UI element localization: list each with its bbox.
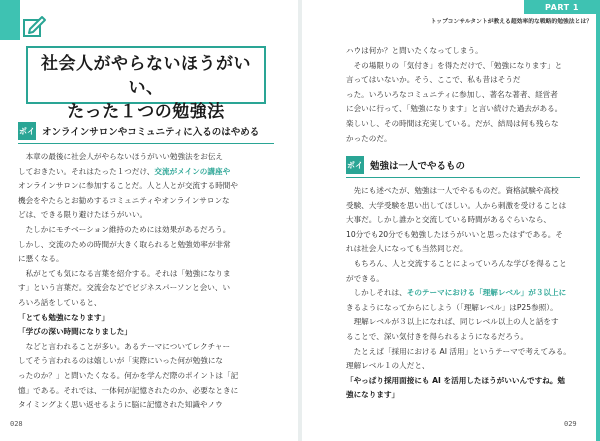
chapter-title-box <box>26 46 266 122</box>
paragraph-line: 10分でも20分でも勉強したほうがいいと思ったはずである。そ <box>346 229 563 239</box>
paragraph-line: 憶」である。それでは、一体何が記憶されたのか、必要なときに <box>18 385 239 395</box>
paragraph-line: かったのだ。 <box>346 133 392 143</box>
paragraph-line: ハウは何か？と問いたくなってしまう。 <box>346 46 483 55</box>
paragraph-line: ったのか？」と問いたくなる。何かを学んだ際のポイントは「記 <box>18 370 239 380</box>
right-body-top <box>346 44 592 146</box>
paragraph-line: す」という言葉だ。交流会などでビジネスパーソンと会い、い <box>18 283 231 293</box>
paragraph-line: しかし、交流のための時間が大きく取られると勉強効率が非常 <box>18 239 231 249</box>
paragraph-line: してそう言われるのは嬉しいが「実際にいった何が勉強にな <box>18 356 224 366</box>
paragraph-line: 理解レベルが３以上になれば、同じレベル以上の人と話をす <box>346 317 559 327</box>
paragraph-line: ろいろ話をしていると、 <box>18 297 102 307</box>
quote-line: 強になります」 <box>346 390 400 400</box>
section-heading-text: 勉強は一人でやるもの <box>370 161 466 172</box>
quote-line: 「やっぱり採用面接にも AI を活用したほうがいいんですね。勉 <box>346 375 566 385</box>
paragraph-line: タイミングよく思い返せるように脳に記憶された知識やノウ <box>18 400 223 410</box>
paragraph-line: れは社会人になっても当然同じだ。 <box>346 244 468 254</box>
pencil-check-icon <box>22 14 48 40</box>
paragraph-line: 楽しいし、その時間は充実している。だが、結局は何も残らな <box>346 118 559 128</box>
quote-line: 「学びの深い時間になりました」 <box>18 327 132 337</box>
paragraph-line: 私がとても気になる言葉を紹介する。それは「勉強になりま <box>18 268 231 278</box>
paragraph-line: たとえば「採用における AI 活用」というテーマで考えてみる。 <box>346 346 571 356</box>
section-heading-left <box>18 122 259 140</box>
paragraph-line: に悪くなる。 <box>18 254 64 264</box>
chapter-title-line-2: たった１つの勉強法 <box>67 102 225 122</box>
paragraph-line: 本章の最後に社会人がやらないほうがいい勉強法をお伝え <box>18 152 224 161</box>
right-page <box>302 0 600 441</box>
highlight-text: そのテーマにおける「理解レベル」が３以上に <box>406 288 567 298</box>
section-rule <box>346 177 580 178</box>
part-tab: PART 1 <box>524 0 600 14</box>
page-number-left: 028 <box>10 420 23 428</box>
paragraph-line: もちろん、人と交流することによっていろんな学びを得ること <box>346 258 567 268</box>
corner-accent <box>0 0 20 40</box>
right-body-bottom <box>346 184 592 403</box>
paragraph-line: ができる。 <box>346 273 384 283</box>
paragraph-line: った。いろいろなコミュニティに参加し、著名な著者、経営者 <box>346 89 558 99</box>
paragraph-line: その場限りの「気付き」を得ただけで、「勉強になります」と <box>346 60 563 70</box>
paragraph-line: きるようになってからにしよう（「理解レベル」はP25参照）。 <box>346 302 558 312</box>
paragraph-line: 言ってはいないか。そう、ここで、私も昔はそうだ <box>346 75 521 85</box>
paragraph-line: たしかにモチベーション維持のためには効果があるだろう。 <box>18 224 231 234</box>
page-number-right: 029 <box>564 420 577 428</box>
paragraph-line: 大事だ。しかし誰かと交流している時間があるぐらいなら、 <box>346 215 552 225</box>
paragraph-line: しかしそれは、そのテーマにおける「理解レベル」が３以上に <box>346 288 567 298</box>
section-heading-text: オンラインサロンやコミュニティに入るのはやめる <box>42 127 260 138</box>
left-page <box>0 0 298 441</box>
side-stripe <box>596 0 600 441</box>
highlight-text: 交流がメインの講座や <box>154 166 231 176</box>
paragraph-line: に会いに行って、「勉強になります」と言い続けた過去がある。 <box>346 104 563 114</box>
paragraph-line: ることで、深い気付きを得られるようになるだろう。 <box>346 331 529 341</box>
section-heading-right <box>346 156 465 174</box>
quote-line: 「とても勉強になります」 <box>18 312 110 322</box>
paragraph-line: しておきたい。それはたった１つだけ、交流がメインの講座や <box>18 166 231 176</box>
paragraph-line: 先にも述べたが、勉強は一人でやるものだ。資格試験や高校 <box>346 186 559 195</box>
chapter-title-line-1: 社会人がやらないほうがいい、 <box>41 54 251 98</box>
point-icon: ポイ <box>18 122 36 140</box>
section-rule <box>18 143 274 144</box>
paragraph-line: オンラインサロンに参加することだ。人と人とが交流する時間や <box>18 181 238 191</box>
paragraph-line: どは、できる限り避けたほうがいい。 <box>18 210 148 220</box>
paragraph-line: などと言われることが多い。あるテーマについてレクチャー <box>18 341 231 351</box>
running-head: トップコンサルタントが教える超効率的な戦略的勉強法とは？ <box>430 19 592 25</box>
point-icon: ポイ <box>346 156 364 174</box>
paragraph-line: 理解レベル１の人だと、 <box>346 361 430 371</box>
paragraph-line: 機会をやたらとお勧めするコミュニティやオンラインサロンな <box>18 195 230 205</box>
left-body <box>18 150 280 413</box>
paragraph-line: 受験、大学受験を思い出してほしい。人から刺激を受けることは <box>346 200 567 210</box>
